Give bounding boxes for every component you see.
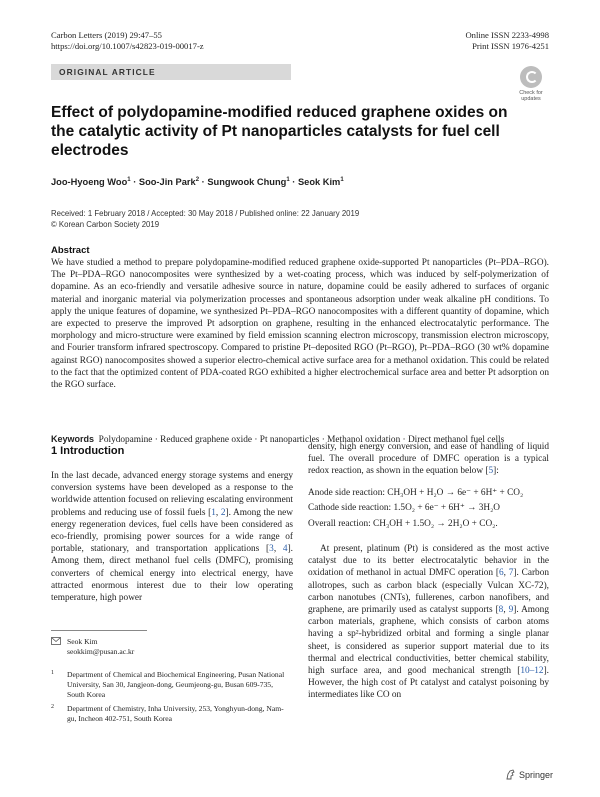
affiliation-2	[51, 704, 291, 724]
author-name[interactable]: Seok Kim	[297, 177, 341, 188]
print-issn: Print ISSN 1976-4251	[472, 41, 549, 51]
contact-email[interactable]: seokkim@pusan.ac.kr	[67, 647, 135, 656]
citation-link[interactable]: 5	[488, 466, 494, 477]
publication-dates: Received: 1 February 2018 / Accepted: 30 May 2018 / Published online: 22 January 2019	[51, 209, 360, 218]
affiliation-number: 2	[51, 704, 54, 710]
affiliation-text: Department of Chemistry, Inha University, 253, Yonghyun-dong, Nam-gu, Incheon 402-751, South Korea	[67, 704, 284, 723]
publisher-logo	[505, 769, 553, 780]
envelope-icon	[51, 637, 61, 648]
article-type-banner: ORIGINAL ARTICLE	[51, 64, 291, 80]
online-issn: Online ISSN 2233-4998	[465, 30, 549, 40]
citation-link[interactable]: 4	[282, 544, 288, 555]
citation-link[interactable]: 9	[508, 605, 514, 616]
citation-link[interactable]: 7	[508, 568, 514, 579]
intro-paragraph-right-1: density, high energy conversion, and ease of handling of liquid fuel. The overall procedure of DMFC operation is a typical redox reaction, as shown in the equation below [5]:	[308, 442, 549, 477]
author-affiliation: 1	[127, 177, 131, 183]
citation-link[interactable]: 3	[269, 544, 274, 555]
author-name[interactable]: Sungwook Chung	[207, 177, 287, 188]
running-header-right	[465, 30, 549, 52]
copyright-line: © Korean Carbon Society 2019	[51, 220, 160, 229]
check-for-updates-badge[interactable]	[513, 66, 549, 106]
refresh-icon	[520, 66, 542, 88]
author-affiliation: 2	[195, 177, 200, 183]
abstract-heading: Abstract	[51, 245, 90, 256]
corresponding-author	[51, 637, 291, 657]
section-heading-introduction: 1 Introduction	[51, 445, 125, 457]
journal-citation: Carbon Letters (2019) 29:47–55	[51, 30, 162, 40]
running-header-left	[51, 30, 204, 52]
check-for-updates-label: Check for updates	[519, 90, 543, 102]
equation-overall: Overall reaction: CH₃OH + 1.5O₂ → 2H₂O + CO₂.	[308, 519, 498, 530]
reaction-equations	[308, 486, 549, 533]
citation-link[interactable]: 2	[220, 507, 226, 518]
author-affiliation: 1	[286, 177, 290, 183]
article-dates	[51, 208, 551, 230]
intro-paragraph-left: In the last decade, advanced energy storage systems and energy conversion systems have been developed as a response to the worldwide attention focused on relieving escalating environment problems and reducing use of fossil fuels [1, 2]. Among the new energy regeneration devices, fuel cells have been considered as eco-friendly, promising power sources for a wide range of portable, stationary, and transportation applications [3, 4]. Among them, direct methanol fuel cells (DMFC), promising converters of chemical energy into electrical energy, have attracted enormous interest due to their low operating temperature, high power	[51, 471, 293, 604]
keywords-list: Polydopamine · Reduced graphene oxide · Pt nanoparticles · Methanol oxidation · Direct methanol fuel cells	[98, 435, 505, 445]
affiliation-1	[51, 670, 291, 700]
doi-link[interactable]: https://doi.org/10.1007/s42823-019-00017-z	[51, 41, 204, 51]
author-list: Joo-Hyoeng Woo$^1$ · Soo-Jin Park$^2$ · Sungwook Chung$^1$ · Seok Kim$^1$	[51, 177, 344, 188]
publisher-name: Springer	[519, 770, 554, 780]
affiliation-text: Department of Chemical and Biochemical Engineering, Pusan National University, San 30, Jangjeon-dong, Geumjeong-gu, Busan 609-735, South Korea	[67, 670, 285, 699]
author-name[interactable]: Soo-Jin Park	[138, 177, 196, 188]
article-title: Effect of polydopamine-modified reduced graphene oxides on the catalytic activity of Pt nanoparticles catalysts for fuel cell electrodes	[51, 104, 508, 159]
equation-anode: Anode side reaction: CH₃OH + H₂O → 6e⁻ + 6H⁺ + CO₂	[308, 487, 524, 498]
equation-cathode: Cathode side reaction: 1.5O₂ + 6e⁻ + 6H⁺ → 3H₂O	[308, 503, 501, 514]
affiliation-number: 1	[51, 670, 54, 676]
citation-link[interactable]: 10–12	[520, 666, 544, 677]
keywords-heading: Keywords	[51, 434, 95, 444]
springer-horse-icon	[505, 769, 516, 780]
contact-name: Seok Kim	[67, 637, 98, 646]
citation-link[interactable]: 1	[211, 507, 216, 518]
author-name[interactable]: Joo-Hyoeng Woo	[51, 177, 128, 188]
footnote-divider	[51, 630, 147, 631]
citation-link[interactable]: 8	[498, 605, 504, 616]
intro-paragraph-right-2: At present, platinum (Pt) is considered as the most active catalyst due to its better electrocatalytic behavior in the oxidation of methanol in actual DMFC operation [6, 7]. Carbon allotropes, such as carbon black (especially Vulcan XC-72), carbon nanotubes (CNTs), fullerenes, carbon nanofibers, and graphene, are primarily used as catalyst supports [8, 9]. Among carbon materials, graphene, which consists of carbon atoms having a sp²-hybridized orbital and forming a single planar sheet, is considered as superior support material due to its thermal and electrical conductivities, better chemical stability, high surface area, and good mechanical strength [10–12]. However, the high cost of Pt catalyst and catalyst poisoning by intermediates like CO on	[308, 544, 549, 701]
author-affiliation: 1	[340, 177, 344, 183]
intro-column-right	[308, 441, 549, 702]
citation-link[interactable]: 6	[498, 568, 504, 579]
abstract-text: We have studied a method to prepare polydopamine-modified reduced graphene oxide-supported Pt nanoparticles (Pt–PDA–RGO). The Pt–PDA–RGO nanocomposites were synthesized by a wet-coating process, which was induced by self-polymerization of dopamine. As an eco-friendly and versatile adhesive source in nature, dopamine could be easily adhered to surfaces of organic material and inorganic material via polymerization processes and spontaneous adsorption under weak alkaline pH conditions. To apply the unique features of dopamine, we synthesized Pt–PDA–RGO nanocomposites with a different quantity of dopamine, which are expected to preserve the improved Pt adsorption on graphene, resulting in the enhanced electrocatalytic performance. The morphology and micro-structure were examined by field emission scanning electron microscopy, transmission electron microscopy, and Fourier transform infrared spectroscopy. Compared to pristine Pt–deposited RGO (Pt–RGO), Pt–PDA–RGO (30 wt% dopamine against RGO) nanocomposites showed a superior electro-chemical active surface area for a methanol oxidation. This could be related to the fact that the optimized content of PDA-coated RGO exhibited a higher electrochemical surface area and better Pt adsorption on the RGO surface.	[51, 258, 549, 391]
